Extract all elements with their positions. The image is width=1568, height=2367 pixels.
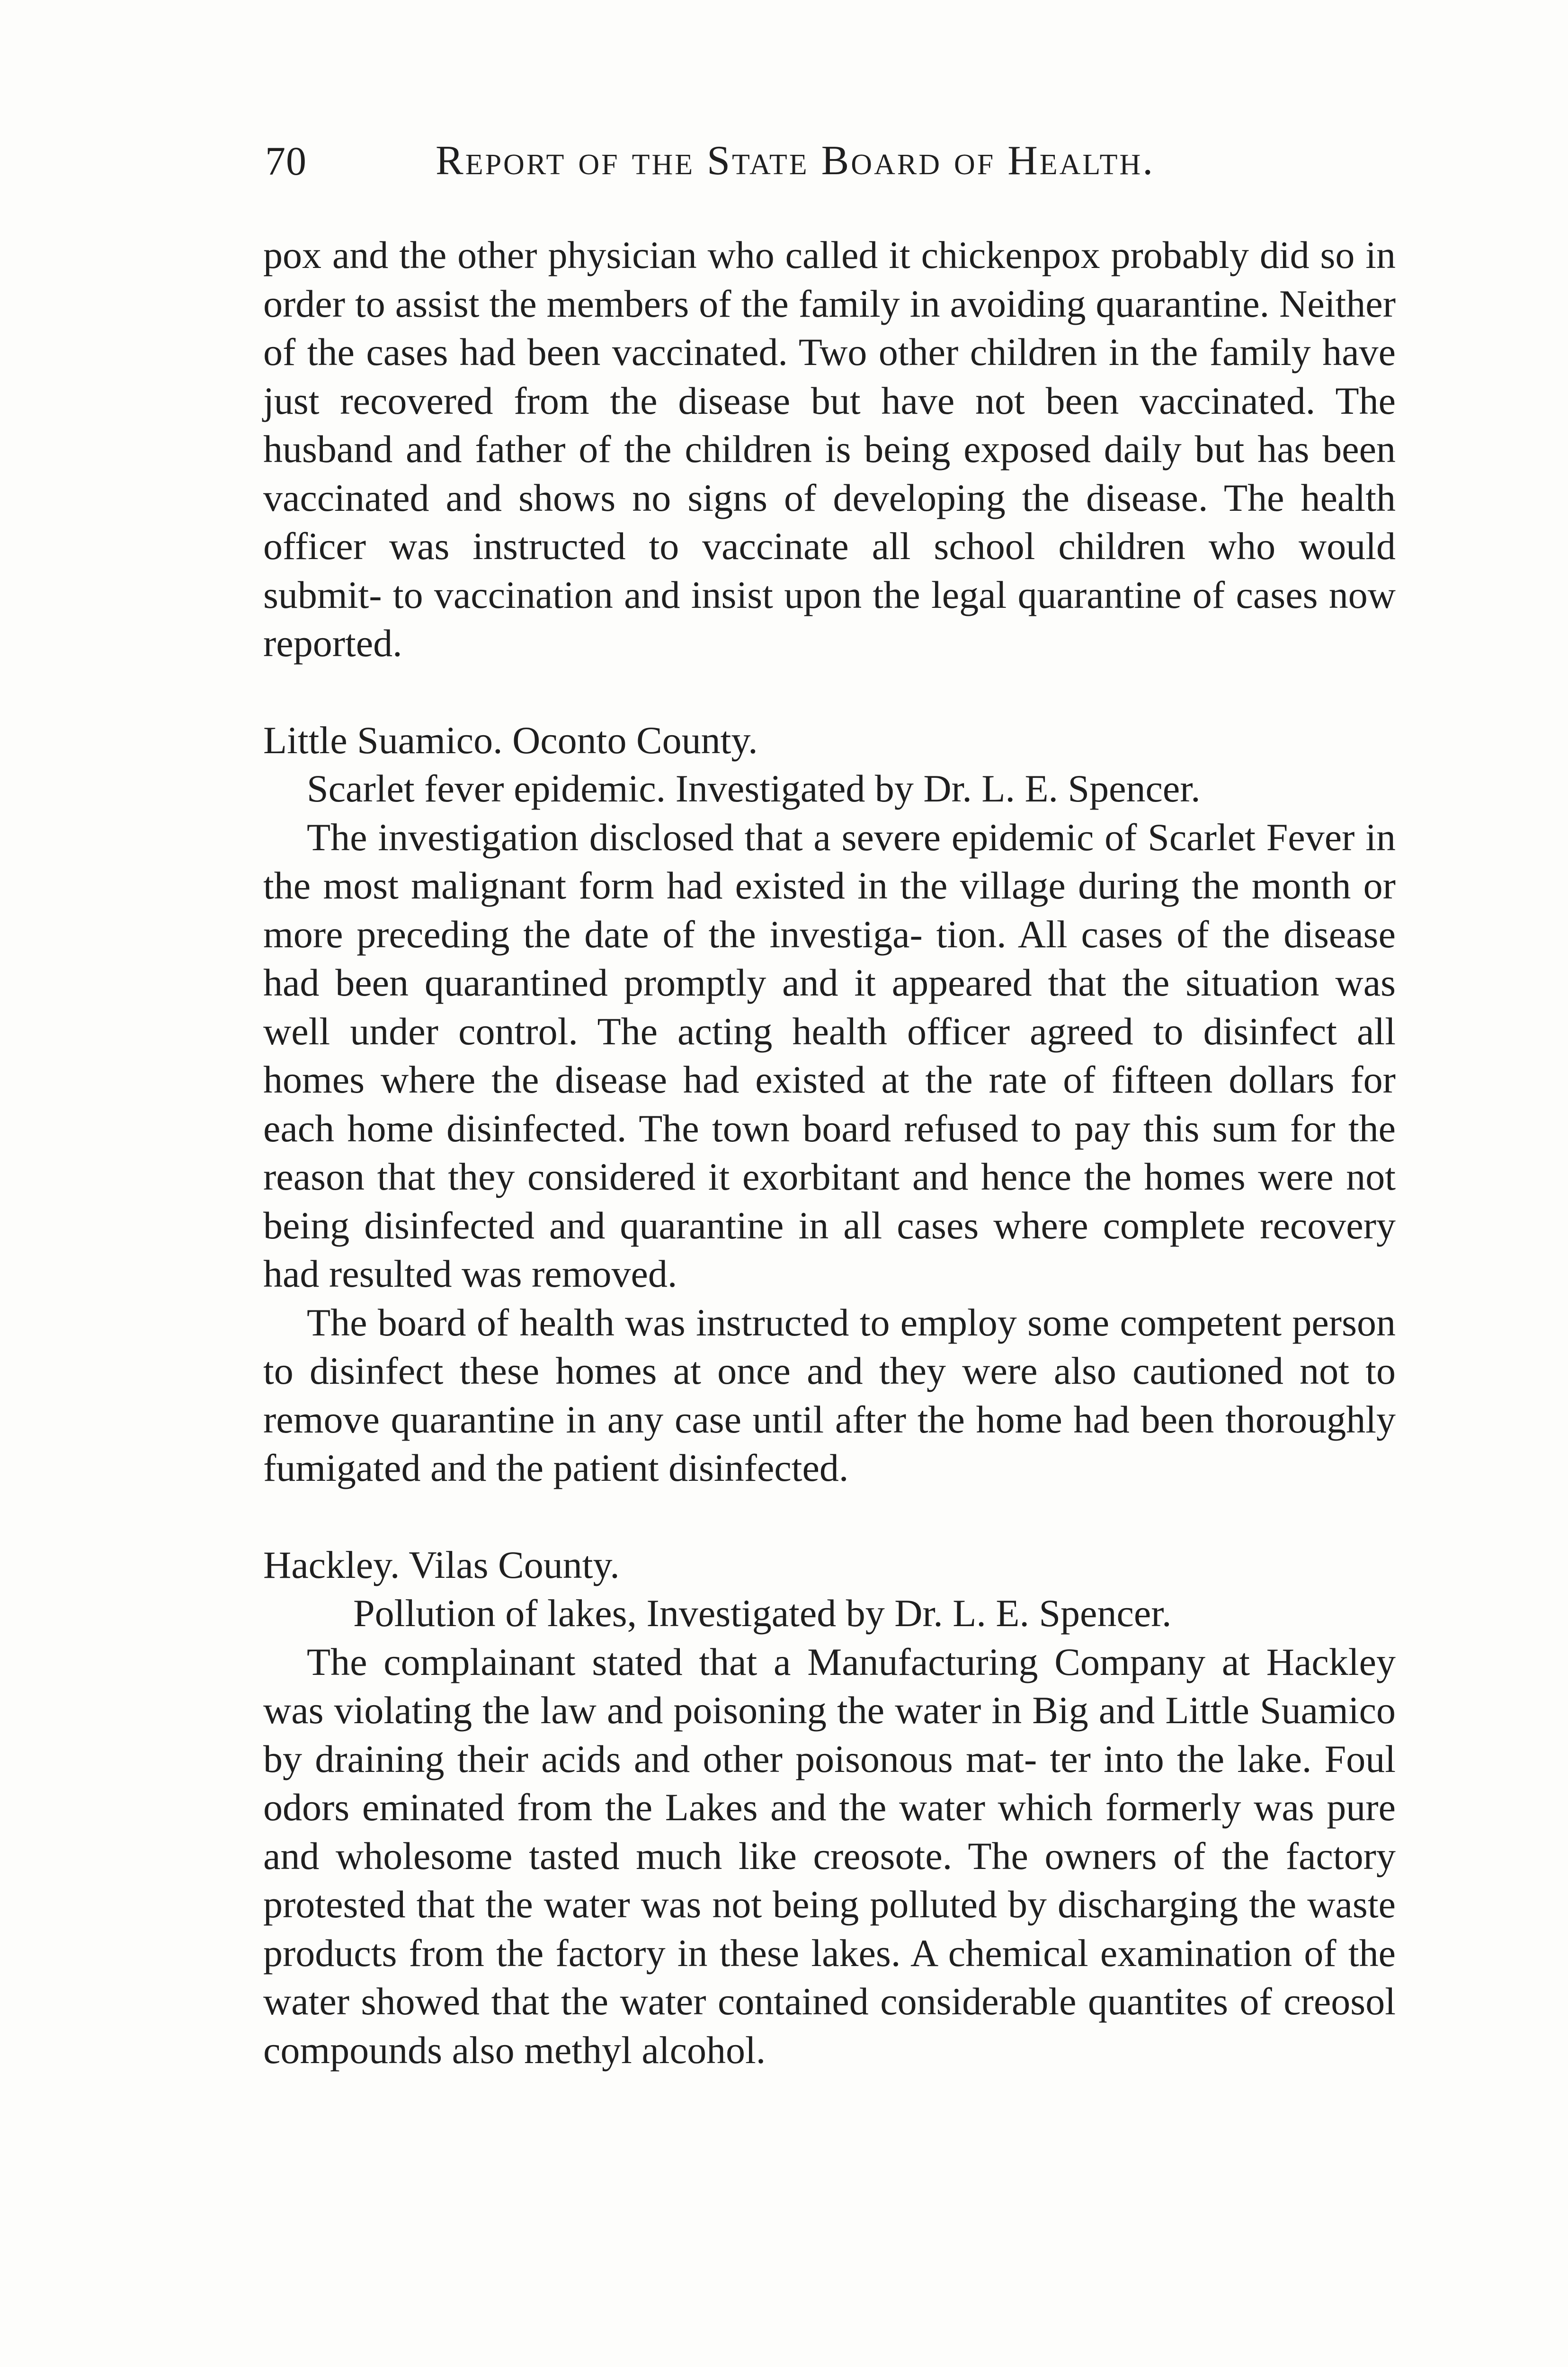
section-subheading-pollution: Pollution of lakes, Investigated by Dr. L. E. Spencer. bbox=[353, 1592, 1172, 1635]
section-heading-little-suamico: Little Suamico. Oconto County. bbox=[263, 718, 758, 762]
paragraph-pollution-complaint: The complainant stated that a Manufacturing Company at Hackley was violating the law and poisoning the water in Big and Little Suamico by draining their acids and other poisonous mat- ter into the lake. Foul odors eminated from the Lakes and the water which formerly was pure and wholesome tasted much like creosote. The owners of the factory protested that the water was not being polluted by discharging the waste products from the factory in these lakes. A chemical examination of the water showed that the water contained considerable quantites of creosol compounds also methyl alcohol. bbox=[263, 1640, 1396, 2072]
page-number: 70 bbox=[265, 138, 307, 184]
paragraph-scarlet-fever-investigation: The investigation disclosed that a severe epidemic of Scarlet Fever in the most malignant form had existed in the village during the month or more preceding the date of the investiga- tion. All cases of the disease had been quarantined promptly and it appeared that the situation was well under control. The acting health officer agreed to disinfect all homes where the disease had existed at the rate of fifteen dollars for each home disinfected. The town board refused to pay this sum for the reason that they considered it exorbitant and hence the homes were not being disinfected and quarantine in all cases where complete recovery had resulted was removed. bbox=[263, 815, 1396, 1295]
paragraph-board-of-health-instruction: The board of health was instructed to employ some competent person to disinfect these homes at once and they were also cautioned not to remove quarantine in any case until after the home had been thoroughly fumigated and the patient disinfected. bbox=[263, 1300, 1396, 1489]
section-subheading-scarlet-fever: Scarlet fever epidemic. Investigated by Dr. L. E. Spencer. bbox=[307, 767, 1201, 810]
section-break bbox=[263, 1493, 1396, 1541]
page-body bbox=[263, 231, 1396, 2074]
section-break bbox=[263, 668, 1396, 716]
continued-paragraph: pox and the other physician who called it chickenpox probably did so in order to assist the members of the family in avoiding quarantine. Neither of the cases had been vaccinated. Two other children in the family have just recovered from the disease but have not been vaccinated. The husband and father of the children is being exposed daily but has been vaccinated and shows no signs of developing the disease. The health officer was instructed to vaccinate all school children who would submit- to vaccination and insist upon the legal quarantine of cases now reported. bbox=[263, 233, 1396, 665]
page-header bbox=[265, 137, 1401, 189]
section-heading-hackley: Hackley. Vilas County. bbox=[263, 1543, 620, 1586]
running-head: Report of the State Board of Health. bbox=[436, 138, 1155, 184]
